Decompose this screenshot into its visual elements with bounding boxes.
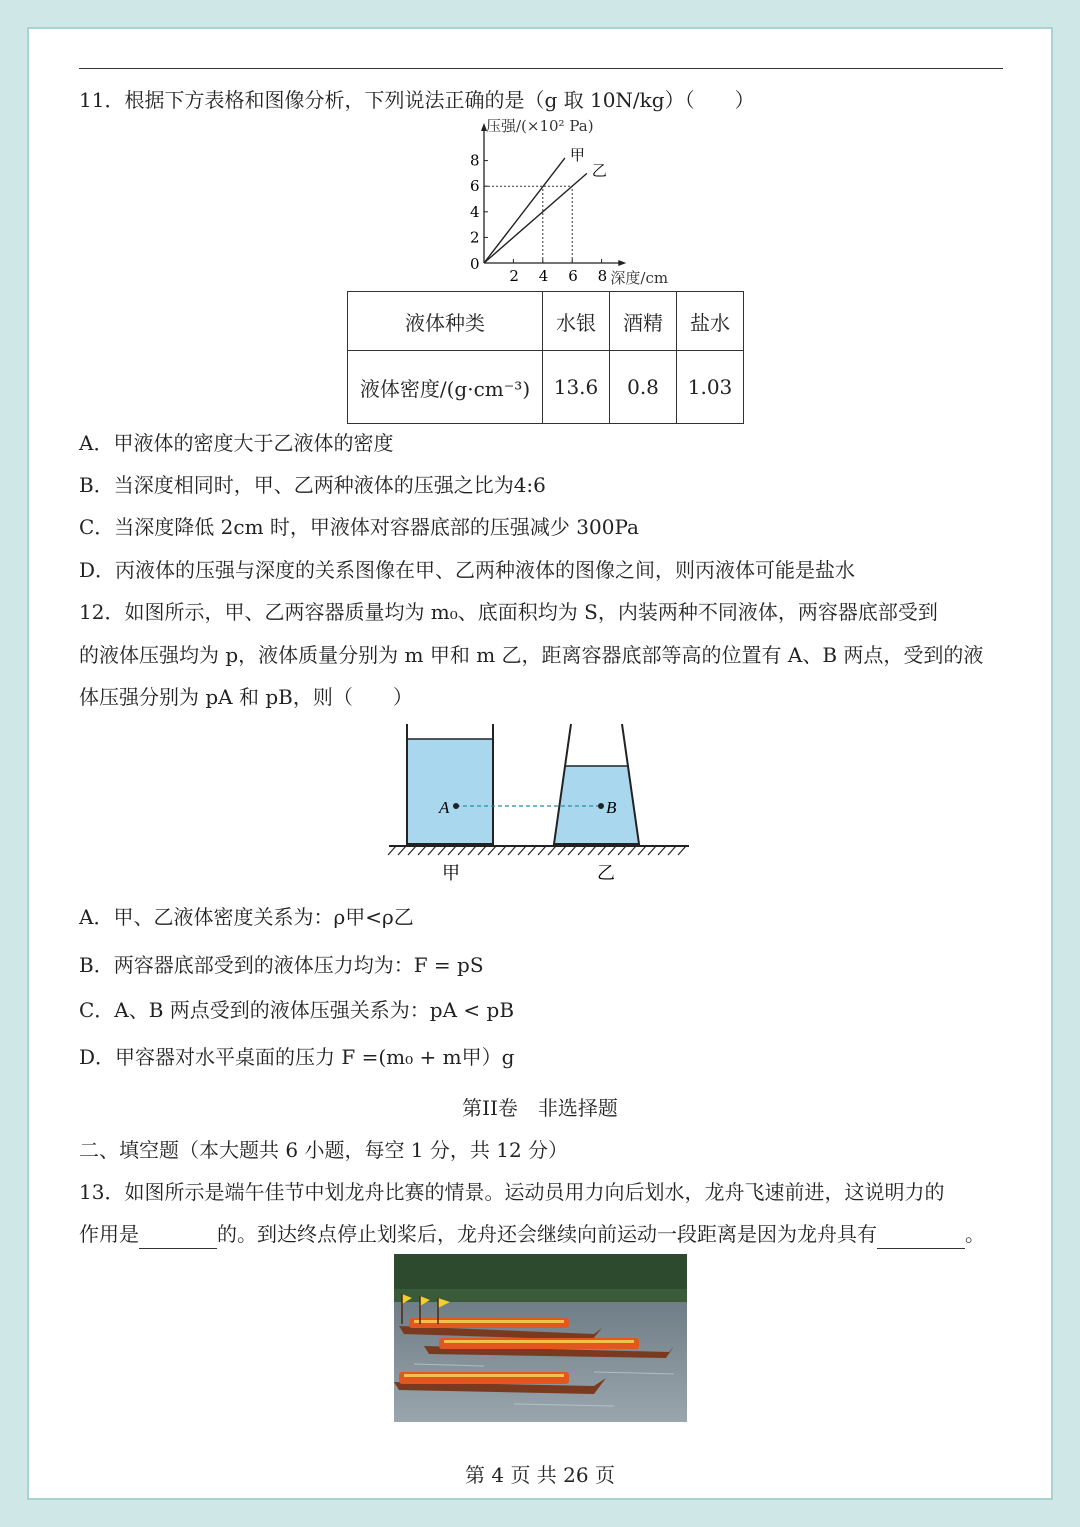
table-header-mercury: 水银 — [543, 292, 610, 351]
x-tick-label: 6 — [568, 267, 578, 285]
x-axis-arrow — [618, 260, 626, 266]
q12-option-d: D．甲容器对水平桌面的压力 F =(m₀ + m甲）g — [79, 1045, 515, 1069]
dragon-boat-photo — [394, 1254, 687, 1422]
container-jia-liquid — [407, 739, 493, 844]
exam-page — [27, 27, 1053, 1500]
y-tick-label: 6 — [470, 177, 480, 196]
ground-hatch — [628, 846, 636, 855]
q11-option-b: B．当深度相同时，甲、乙两种液体的压强之比为4:6 — [79, 473, 546, 497]
ground-hatch — [588, 846, 596, 855]
ground-hatch — [478, 846, 486, 855]
ground-hatch — [638, 846, 646, 855]
ground-hatch — [458, 846, 466, 855]
q11-option-d: D．丙液体的压强与深度的关系图像在甲、乙两种液体的图像之间，则丙液体可能是盐水 — [79, 558, 856, 582]
ground-hatch — [598, 846, 606, 855]
series-label-yi: 乙 — [591, 161, 607, 180]
q13-line2a: 作用是 — [79, 1222, 139, 1246]
ground-hatch — [568, 846, 576, 855]
x-tick-label: 2 — [509, 267, 519, 285]
ground-hatch — [548, 846, 556, 855]
label-yi: 乙 — [597, 863, 615, 884]
q13-blank-2[interactable] — [877, 1220, 965, 1249]
x-tick-label: 8 — [597, 267, 608, 285]
label-jia: 甲 — [442, 863, 460, 884]
table-cell-alcohol: 0.8 — [610, 351, 677, 424]
q12-line3: 体压强分别为 pA 和 pB，则（ ） — [79, 685, 413, 709]
page-footer: 第 4 页 共 26 页 — [465, 1463, 615, 1487]
table-header-alcohol: 酒精 — [610, 292, 677, 351]
table-header-brine: 盐水 — [677, 292, 744, 351]
ground-hatch — [438, 846, 446, 855]
y-tick-label: 4 — [470, 202, 480, 221]
ground-hatch — [608, 846, 616, 855]
table-cell-mercury: 13.6 — [543, 351, 610, 424]
q12-option-a: A．甲、乙液体密度关系为：ρ甲<ρ乙 — [79, 905, 414, 929]
containers-figure — [384, 719, 694, 884]
ground-hatch — [538, 846, 546, 855]
container-yi-liquid — [554, 766, 639, 844]
y-tick-label: 2 — [470, 228, 480, 247]
ground-hatch — [488, 846, 496, 855]
table-cell-brine: 1.03 — [677, 351, 744, 424]
ground-hatch — [408, 846, 416, 855]
ground-hatch — [528, 846, 536, 855]
q11-option-a: A．甲液体的密度大于乙液体的密度 — [79, 431, 394, 455]
q12-line2: 的液体压强均为 p，液体质量分别为 m 甲和 m 乙，距离容器底部等高的位置有 A、B 两点，受到的液 — [79, 643, 984, 667]
ground-hatch — [428, 846, 436, 855]
q13-blank-1[interactable] — [139, 1220, 217, 1249]
ground-hatch — [418, 846, 426, 855]
table-row-label: 液体密度/(g·cm⁻³) — [348, 351, 543, 424]
q12-line1: 12．如图所示，甲、乙两容器质量均为 m₀、底面积均为 S，内装两种不同液体，两容器底部受到 — [79, 600, 938, 624]
ground-hatch — [658, 846, 666, 855]
ground-hatch — [468, 846, 476, 855]
density-table — [347, 291, 744, 424]
x-tick-label: 4 — [538, 267, 549, 285]
ground-hatch — [648, 846, 656, 855]
fill-heading: 二、填空题（本大题共 6 小题，每空 1 分，共 12 分） — [79, 1138, 569, 1162]
ground-hatch — [678, 846, 686, 855]
section-title: 第II卷 非选择题 — [462, 1096, 618, 1120]
ground-hatch — [448, 846, 456, 855]
point-b — [598, 803, 604, 809]
ground-hatch — [668, 846, 676, 855]
ground-hatch — [508, 846, 516, 855]
q12-option-b: B．两容器底部受到的液体压力均为：F = pS — [79, 953, 484, 977]
chart-title: 压强/(×10² Pa) — [486, 117, 594, 135]
series-label-jia: 甲 — [569, 146, 585, 165]
chart-xlabel: 深度/cm — [610, 269, 669, 285]
q13-line2c: 。 — [965, 1222, 985, 1246]
point-a — [453, 803, 459, 809]
label-b: B — [606, 798, 617, 817]
label-a: A — [439, 798, 450, 817]
q12-option-c: C．A、B 两点受到的液体压强关系为：pA < pB — [79, 998, 515, 1022]
header-rule — [79, 68, 1003, 69]
ground-hatch — [518, 846, 526, 855]
ground-hatch — [618, 846, 626, 855]
ground-hatch — [498, 846, 506, 855]
q11-option-c: C．当深度降低 2cm 时，甲液体对容器底部的压强减少 300Pa — [79, 515, 639, 539]
ground-hatch — [388, 846, 396, 855]
pressure-depth-chart — [424, 117, 684, 285]
q13-line2b: 的。到达终点停止划桨后，龙舟还会继续向前运动一段距离是因为龙舟具有 — [217, 1222, 877, 1246]
ground-hatch — [398, 846, 406, 855]
series-line-jia — [484, 158, 565, 263]
series-line-yi — [484, 173, 587, 263]
q13-line2 — [79, 1220, 985, 1249]
table-header-type: 液体种类 — [348, 292, 543, 351]
dragon-boat-image — [394, 1254, 687, 1422]
ground-hatch — [558, 846, 566, 855]
q13-line1: 13．如图所示是端午佳节中划龙舟比赛的情景。运动员用力向后划水，龙舟飞速前进，这说明力的 — [79, 1180, 945, 1204]
y-tick-label: 8 — [470, 151, 480, 170]
q11-stem: 11．根据下方表格和图像分析，下列说法正确的是（g 取 10N/kg）（ ） — [79, 88, 755, 112]
x-tick-label: 0 — [470, 255, 480, 273]
ground-hatch — [578, 846, 586, 855]
